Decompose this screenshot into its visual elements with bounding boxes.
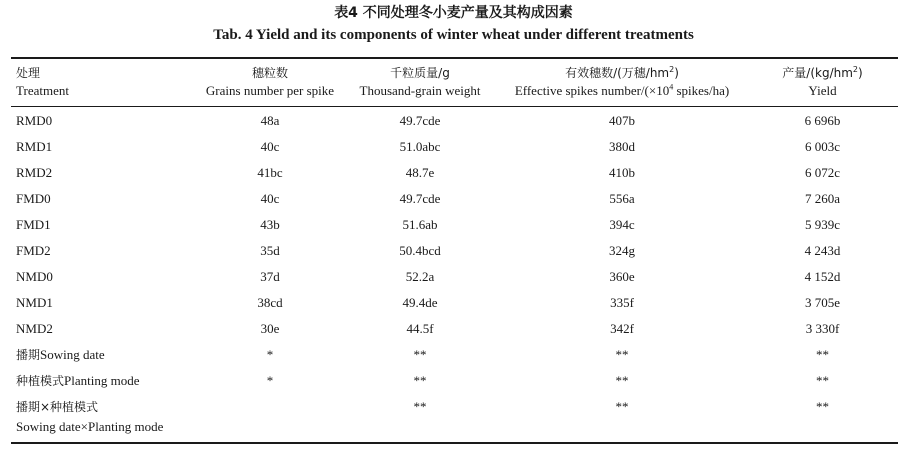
- header-grains-cn: 穗粒数: [251, 66, 288, 80]
- cell-thousand-grain: 49.7cde: [399, 113, 441, 128]
- cell-grains: *: [266, 347, 274, 362]
- cell-grains: *: [266, 373, 274, 388]
- cell-treatment: RMD0: [16, 113, 53, 128]
- cell-grains: 35d: [260, 243, 280, 258]
- cell-effective-spikes: 410b: [609, 165, 635, 180]
- table-row: [0, 212, 907, 238]
- cell-yield: 6 696b: [804, 113, 841, 128]
- factor-label-cn: 种植模式: [16, 374, 65, 388]
- table-row: [0, 108, 907, 134]
- header-treatment: [16, 64, 196, 102]
- cell-thousand-grain: 49.4de: [402, 295, 438, 310]
- cell-treatment: RMD2: [16, 165, 53, 180]
- factor-label-en: Sowing date: [40, 347, 105, 362]
- cell-effective-spikes: **: [615, 399, 629, 414]
- table-row: [0, 316, 907, 342]
- factor-label-en: Planting mode: [64, 373, 140, 388]
- cell-treatment: FMD0: [16, 191, 51, 206]
- cell-treatment: FMD2: [16, 243, 51, 258]
- cell-grains: 30e: [260, 321, 280, 336]
- header-treatment-cn: 处理: [16, 66, 41, 80]
- header-yield: [760, 64, 885, 102]
- header-grains-en: Grains number per spike: [205, 83, 335, 98]
- factor-label-en: Sowing date×Planting mode: [16, 419, 164, 434]
- cell-yield: 7 260a: [804, 191, 841, 206]
- cell-yield: **: [816, 399, 829, 414]
- header-yield-cn: [760, 64, 885, 82]
- cell-effective-spikes: **: [615, 373, 629, 388]
- header-effective-spikes-en-sup: 4: [669, 82, 674, 92]
- cell-yield: 4 152d: [804, 269, 841, 284]
- top-rule: [11, 57, 898, 59]
- cell-yield: **: [816, 347, 829, 362]
- cell-thousand-grain: 50.4bcd: [399, 243, 441, 258]
- cell-grains: 41bc: [257, 165, 283, 180]
- cell-thousand-grain: 51.6ab: [402, 217, 438, 232]
- table-row: [0, 134, 907, 160]
- cell-thousand-grain: **: [413, 399, 427, 414]
- cell-thousand-grain: **: [413, 347, 427, 362]
- factor-label-cn: 播期×种植模式: [16, 400, 99, 414]
- cell-effective-spikes: **: [615, 347, 629, 362]
- table-row-factor: [0, 342, 907, 368]
- cell-yield: 3 705e: [804, 295, 841, 310]
- header-effective-spikes-en: [492, 82, 752, 100]
- cell-yield: 6 072c: [804, 165, 841, 180]
- cell-yield: 5 939c: [804, 217, 841, 232]
- bottom-rule: [11, 442, 898, 444]
- cell-thousand-grain: 51.0abc: [399, 139, 441, 154]
- cell-grains: 37d: [260, 269, 280, 284]
- cell-thousand-grain: 44.5f: [406, 321, 434, 336]
- cell-effective-spikes: 342f: [610, 321, 634, 336]
- table-row: [0, 264, 907, 290]
- header-thousand-grain-en: Thousand-grain weight: [359, 83, 481, 98]
- header-yield-cn-text: 产量/(kg/hm: [782, 66, 853, 80]
- cell-thousand-grain: 52.2a: [405, 269, 435, 284]
- cell-effective-spikes: 394c: [609, 217, 635, 232]
- cell-yield: 6 003c: [804, 139, 841, 154]
- cell-grains: 43b: [260, 217, 280, 232]
- table-title-chinese: 表4 不同处理冬小麦产量及其构成因素: [334, 5, 573, 21]
- cell-treatment: FMD1: [16, 217, 51, 232]
- table-title-english: Tab. 4 Yield and its components of winter wheat under different treatments: [213, 27, 694, 43]
- header-yield-cn-sup: 2: [852, 65, 859, 74]
- cell-thousand-grain: **: [413, 373, 427, 388]
- cell-grains: 38cd: [257, 295, 283, 310]
- cell-effective-spikes: 407b: [609, 113, 635, 128]
- table-row-factor: [0, 368, 907, 394]
- cell-effective-spikes: 360e: [609, 269, 635, 284]
- header-thousand-grain: [350, 64, 490, 102]
- cell-factor-label: [16, 347, 105, 363]
- cell-effective-spikes: 324g: [609, 243, 635, 258]
- header-rule: [11, 106, 898, 107]
- header-effective-spikes-cn-close: ): [674, 66, 679, 80]
- header-grains: [194, 64, 346, 102]
- cell-effective-spikes: 380d: [609, 139, 635, 154]
- header-effective-spikes-cn-sup: 2: [669, 65, 675, 74]
- header-effective-spikes-cn: [492, 64, 752, 82]
- cell-yield: 3 330f: [805, 321, 840, 336]
- table-row: [0, 160, 907, 186]
- cell-grains: 40c: [260, 191, 280, 206]
- cell-treatment: NMD1: [16, 295, 53, 310]
- header-yield-cn-close: ): [858, 66, 863, 80]
- table-row: [0, 238, 907, 264]
- factor-label-cn: 播期: [16, 348, 41, 362]
- header-effective-spikes-en-text: Effective spikes number/(×10: [514, 83, 670, 98]
- table-row: [0, 290, 907, 316]
- cell-factor-label: [16, 373, 139, 389]
- cell-yield: 4 243d: [804, 243, 841, 258]
- table-row-factor: [0, 394, 907, 440]
- cell-yield: **: [816, 373, 829, 388]
- header-effective-spikes: [492, 64, 752, 102]
- header-treatment-en: Treatment: [16, 83, 69, 98]
- cell-grains: 48a: [260, 113, 280, 128]
- cell-treatment: NMD2: [16, 321, 53, 336]
- cell-effective-spikes: 335f: [610, 295, 634, 310]
- header-yield-en: Yield: [808, 83, 837, 98]
- header-effective-spikes-en-close: spikes/ha): [673, 83, 730, 98]
- cell-treatment: RMD1: [16, 139, 53, 154]
- cell-thousand-grain: 49.7cde: [399, 191, 441, 206]
- header-thousand-grain-cn: 千粒质量/g: [390, 66, 450, 80]
- header-effective-spikes-cn-text: 有效穗数/(万穗/hm: [565, 66, 670, 80]
- cell-effective-spikes: 556a: [609, 191, 635, 206]
- cell-treatment: NMD0: [16, 269, 53, 284]
- cell-thousand-grain: 48.7e: [405, 165, 435, 180]
- cell-grains: 40c: [260, 139, 280, 154]
- table-row: [0, 186, 907, 212]
- cell-factor-label: [16, 397, 163, 437]
